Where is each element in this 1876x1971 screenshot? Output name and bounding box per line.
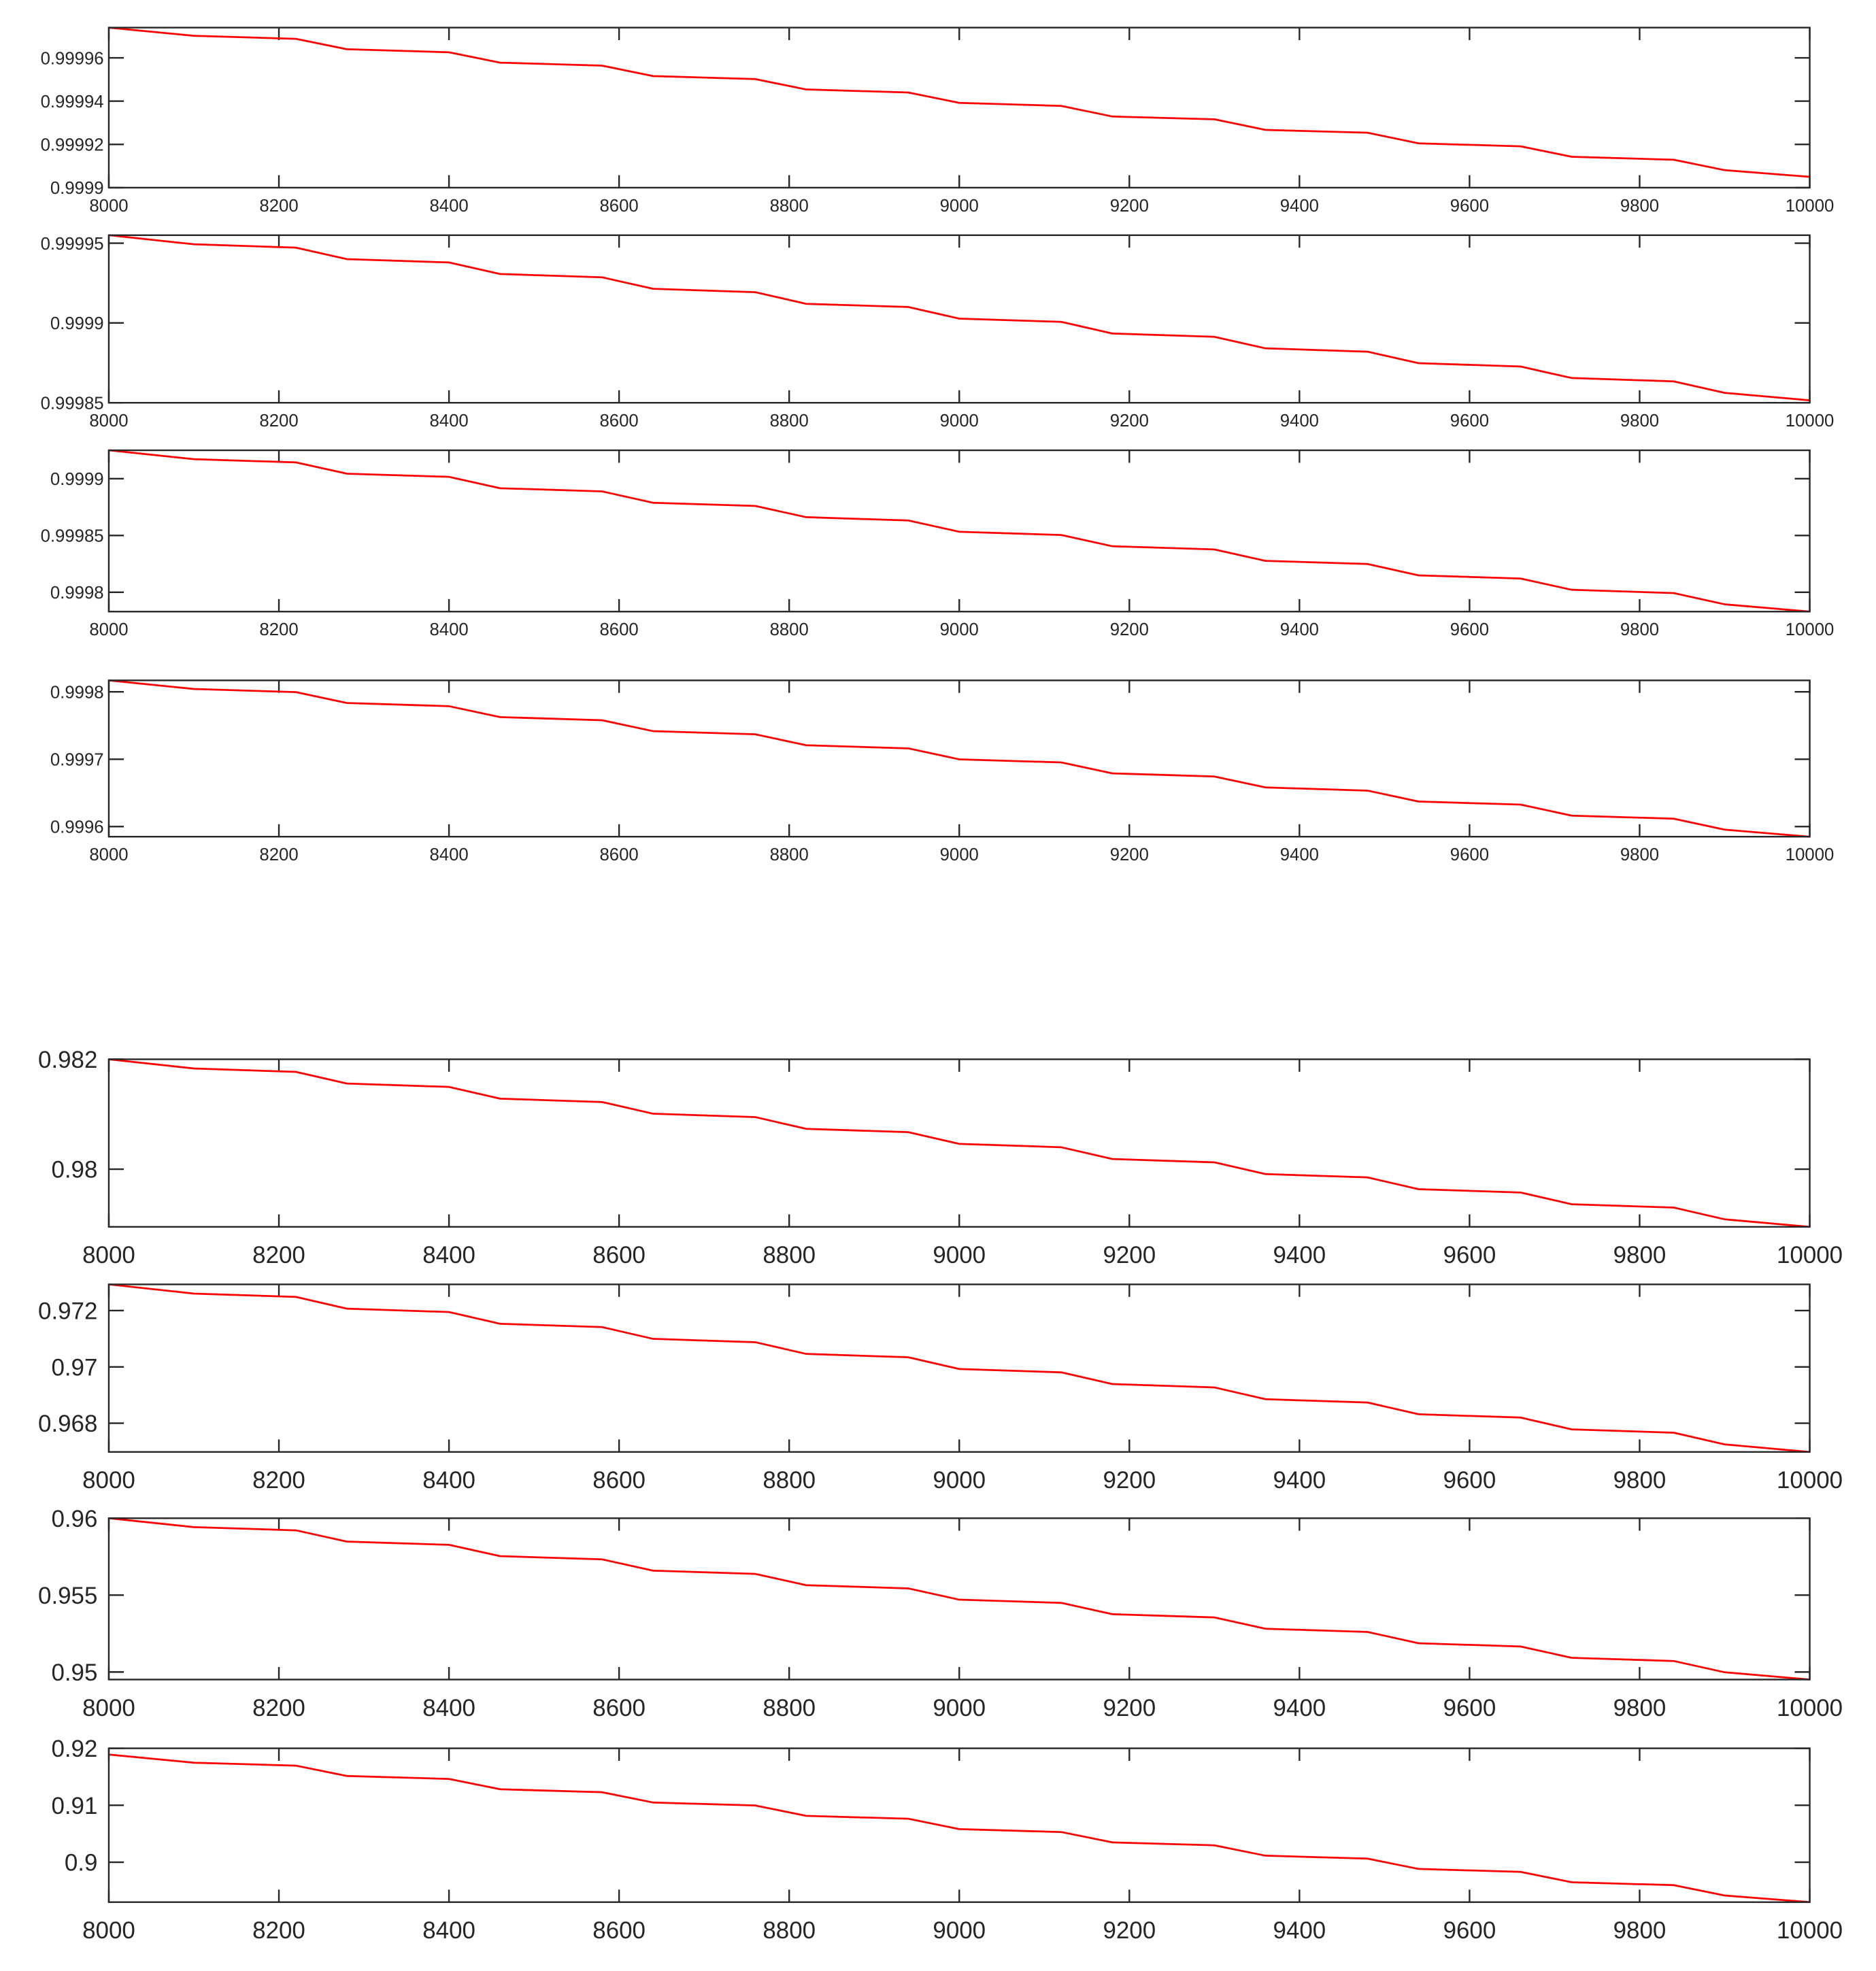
x-tick-label: 8200 (259, 620, 299, 640)
x-tick-label: 9200 (1103, 1694, 1156, 1721)
y-tick-label: 0.9996 (50, 818, 104, 837)
x-tick-label: 8200 (252, 1242, 305, 1269)
x-tick-label: 10000 (1776, 1467, 1843, 1494)
x-tick-label: 9600 (1443, 1694, 1496, 1721)
y-tick-label: 0.9999 (50, 314, 104, 334)
subplot-7 (38, 1506, 1843, 1721)
x-tick-label: 8800 (763, 1467, 816, 1494)
x-tick-label: 8800 (763, 1917, 816, 1944)
y-tick-label: 0.99985 (40, 394, 104, 414)
x-tick-label: 8800 (769, 196, 809, 216)
x-tick-label: 9600 (1450, 845, 1490, 865)
y-tick-label: 0.9999 (50, 470, 104, 490)
x-tick-label: 8400 (422, 1694, 475, 1721)
x-tick-label: 9400 (1273, 1242, 1326, 1269)
x-tick-label: 8400 (429, 411, 469, 431)
series-line (109, 450, 1810, 611)
x-tick-label: 9800 (1613, 1694, 1666, 1721)
x-tick-label: 10000 (1785, 845, 1835, 865)
series-line (109, 1755, 1810, 1902)
x-tick-label: 9000 (939, 411, 979, 431)
x-tick-label: 9800 (1613, 1242, 1666, 1269)
x-tick-label: 8600 (592, 1694, 646, 1721)
x-tick-label: 8400 (422, 1467, 475, 1494)
x-tick-label: 9800 (1620, 411, 1660, 431)
x-tick-label: 8600 (599, 196, 639, 216)
x-tick-label: 9800 (1613, 1917, 1666, 1944)
x-tick-label: 9200 (1109, 845, 1149, 865)
x-tick-label: 8800 (769, 411, 809, 431)
y-tick-label: 0.97 (51, 1354, 98, 1381)
x-tick-label: 9400 (1273, 1917, 1326, 1944)
x-tick-label: 8600 (592, 1467, 646, 1494)
y-tick-label: 0.91 (51, 1792, 98, 1819)
x-tick-label: 8200 (252, 1694, 305, 1721)
y-tick-label: 0.99985 (40, 526, 104, 546)
x-tick-label: 8600 (599, 845, 639, 865)
x-tick-label: 9200 (1103, 1242, 1156, 1269)
subplot-5 (38, 1047, 1843, 1268)
x-tick-label: 10000 (1785, 620, 1835, 640)
x-tick-label: 9000 (939, 196, 979, 216)
x-tick-label: 8400 (429, 845, 469, 865)
y-tick-label: 0.9998 (50, 683, 104, 703)
x-tick-label: 8800 (769, 845, 809, 865)
x-tick-label: 8000 (89, 620, 129, 640)
x-tick-label: 9600 (1443, 1242, 1496, 1269)
x-tick-label: 9400 (1273, 1467, 1326, 1494)
series-line (109, 235, 1810, 401)
x-tick-label: 8800 (763, 1694, 816, 1721)
y-tick-label: 0.982 (38, 1047, 98, 1074)
y-tick-label: 0.92 (51, 1736, 98, 1763)
series-line (109, 1284, 1810, 1451)
y-tick-label: 0.955 (38, 1582, 98, 1609)
x-tick-label: 8000 (89, 196, 129, 216)
x-tick-label: 9000 (939, 620, 979, 640)
x-tick-label: 8200 (259, 411, 299, 431)
x-tick-label: 9200 (1109, 411, 1149, 431)
y-tick-label: 0.96 (51, 1505, 98, 1532)
x-tick-label: 9800 (1620, 196, 1660, 216)
axes-frame (109, 28, 1810, 188)
x-tick-label: 8400 (422, 1917, 475, 1944)
y-tick-label: 0.99996 (40, 49, 104, 69)
x-tick-label: 8200 (259, 196, 299, 216)
x-tick-label: 8400 (429, 196, 469, 216)
x-tick-label: 9000 (939, 845, 979, 865)
x-tick-label: 8000 (82, 1242, 135, 1269)
subplot-8 (51, 1736, 1843, 1944)
x-tick-label: 9800 (1620, 845, 1660, 865)
x-tick-label: 9600 (1443, 1467, 1496, 1494)
x-tick-label: 9400 (1279, 620, 1319, 640)
x-tick-label: 9000 (933, 1694, 986, 1721)
x-tick-label: 8600 (599, 620, 639, 640)
y-tick-label: 0.99995 (40, 234, 104, 254)
y-tick-label: 0.95 (51, 1659, 98, 1686)
x-tick-label: 8400 (429, 620, 469, 640)
x-tick-label: 9400 (1279, 411, 1319, 431)
x-tick-label: 8600 (592, 1917, 646, 1944)
x-tick-label: 8800 (769, 620, 809, 640)
subplot-2 (41, 235, 1835, 431)
x-tick-label: 9600 (1450, 196, 1490, 216)
x-tick-label: 9200 (1103, 1467, 1156, 1494)
x-tick-label: 8000 (82, 1917, 135, 1944)
x-tick-label: 9600 (1443, 1917, 1496, 1944)
x-tick-label: 9000 (933, 1242, 986, 1269)
x-tick-label: 10000 (1785, 411, 1835, 431)
series-line (109, 680, 1810, 837)
x-tick-label: 9600 (1450, 411, 1490, 431)
x-tick-label: 9200 (1103, 1917, 1156, 1944)
x-tick-label: 9400 (1279, 845, 1319, 865)
x-tick-label: 10000 (1776, 1694, 1843, 1721)
x-tick-label: 8000 (89, 845, 129, 865)
x-tick-label: 8800 (763, 1242, 816, 1269)
y-tick-label: 0.9999 (50, 179, 104, 199)
x-tick-label: 8200 (259, 845, 299, 865)
x-tick-label: 10000 (1776, 1242, 1843, 1269)
x-tick-label: 8200 (252, 1917, 305, 1944)
x-tick-label: 8400 (422, 1242, 475, 1269)
x-tick-label: 8200 (252, 1467, 305, 1494)
series-line (109, 28, 1810, 177)
y-tick-label: 0.9997 (50, 750, 104, 770)
y-tick-label: 0.99994 (40, 92, 104, 112)
subplot-6 (38, 1284, 1843, 1494)
x-tick-label: 9200 (1109, 196, 1149, 216)
series-line (109, 1059, 1810, 1226)
x-tick-label: 9600 (1450, 620, 1490, 640)
x-tick-label: 9800 (1613, 1467, 1666, 1494)
x-tick-label: 8600 (599, 411, 639, 431)
x-tick-label: 8000 (82, 1467, 135, 1494)
y-tick-label: 0.9998 (50, 584, 104, 603)
subplot-3 (41, 450, 1835, 639)
y-tick-label: 0.968 (38, 1411, 98, 1438)
x-tick-label: 8000 (82, 1694, 135, 1721)
x-tick-label: 9200 (1109, 620, 1149, 640)
x-tick-label: 10000 (1785, 196, 1835, 216)
x-tick-label: 8000 (89, 411, 129, 431)
x-tick-label: 10000 (1776, 1917, 1843, 1944)
y-tick-label: 0.98 (51, 1156, 98, 1183)
x-tick-label: 9400 (1279, 196, 1319, 216)
series-line (109, 1518, 1810, 1679)
subplot-4 (50, 680, 1834, 864)
y-tick-label: 0.9 (64, 1849, 98, 1876)
subplot-1 (41, 28, 1835, 216)
x-tick-label: 8600 (592, 1242, 646, 1269)
y-tick-label: 0.972 (38, 1298, 98, 1325)
x-tick-label: 9000 (933, 1917, 986, 1944)
x-tick-label: 9000 (933, 1467, 986, 1494)
x-tick-label: 9400 (1273, 1694, 1326, 1721)
x-tick-label: 9800 (1620, 620, 1660, 640)
y-tick-label: 0.99992 (40, 135, 104, 155)
